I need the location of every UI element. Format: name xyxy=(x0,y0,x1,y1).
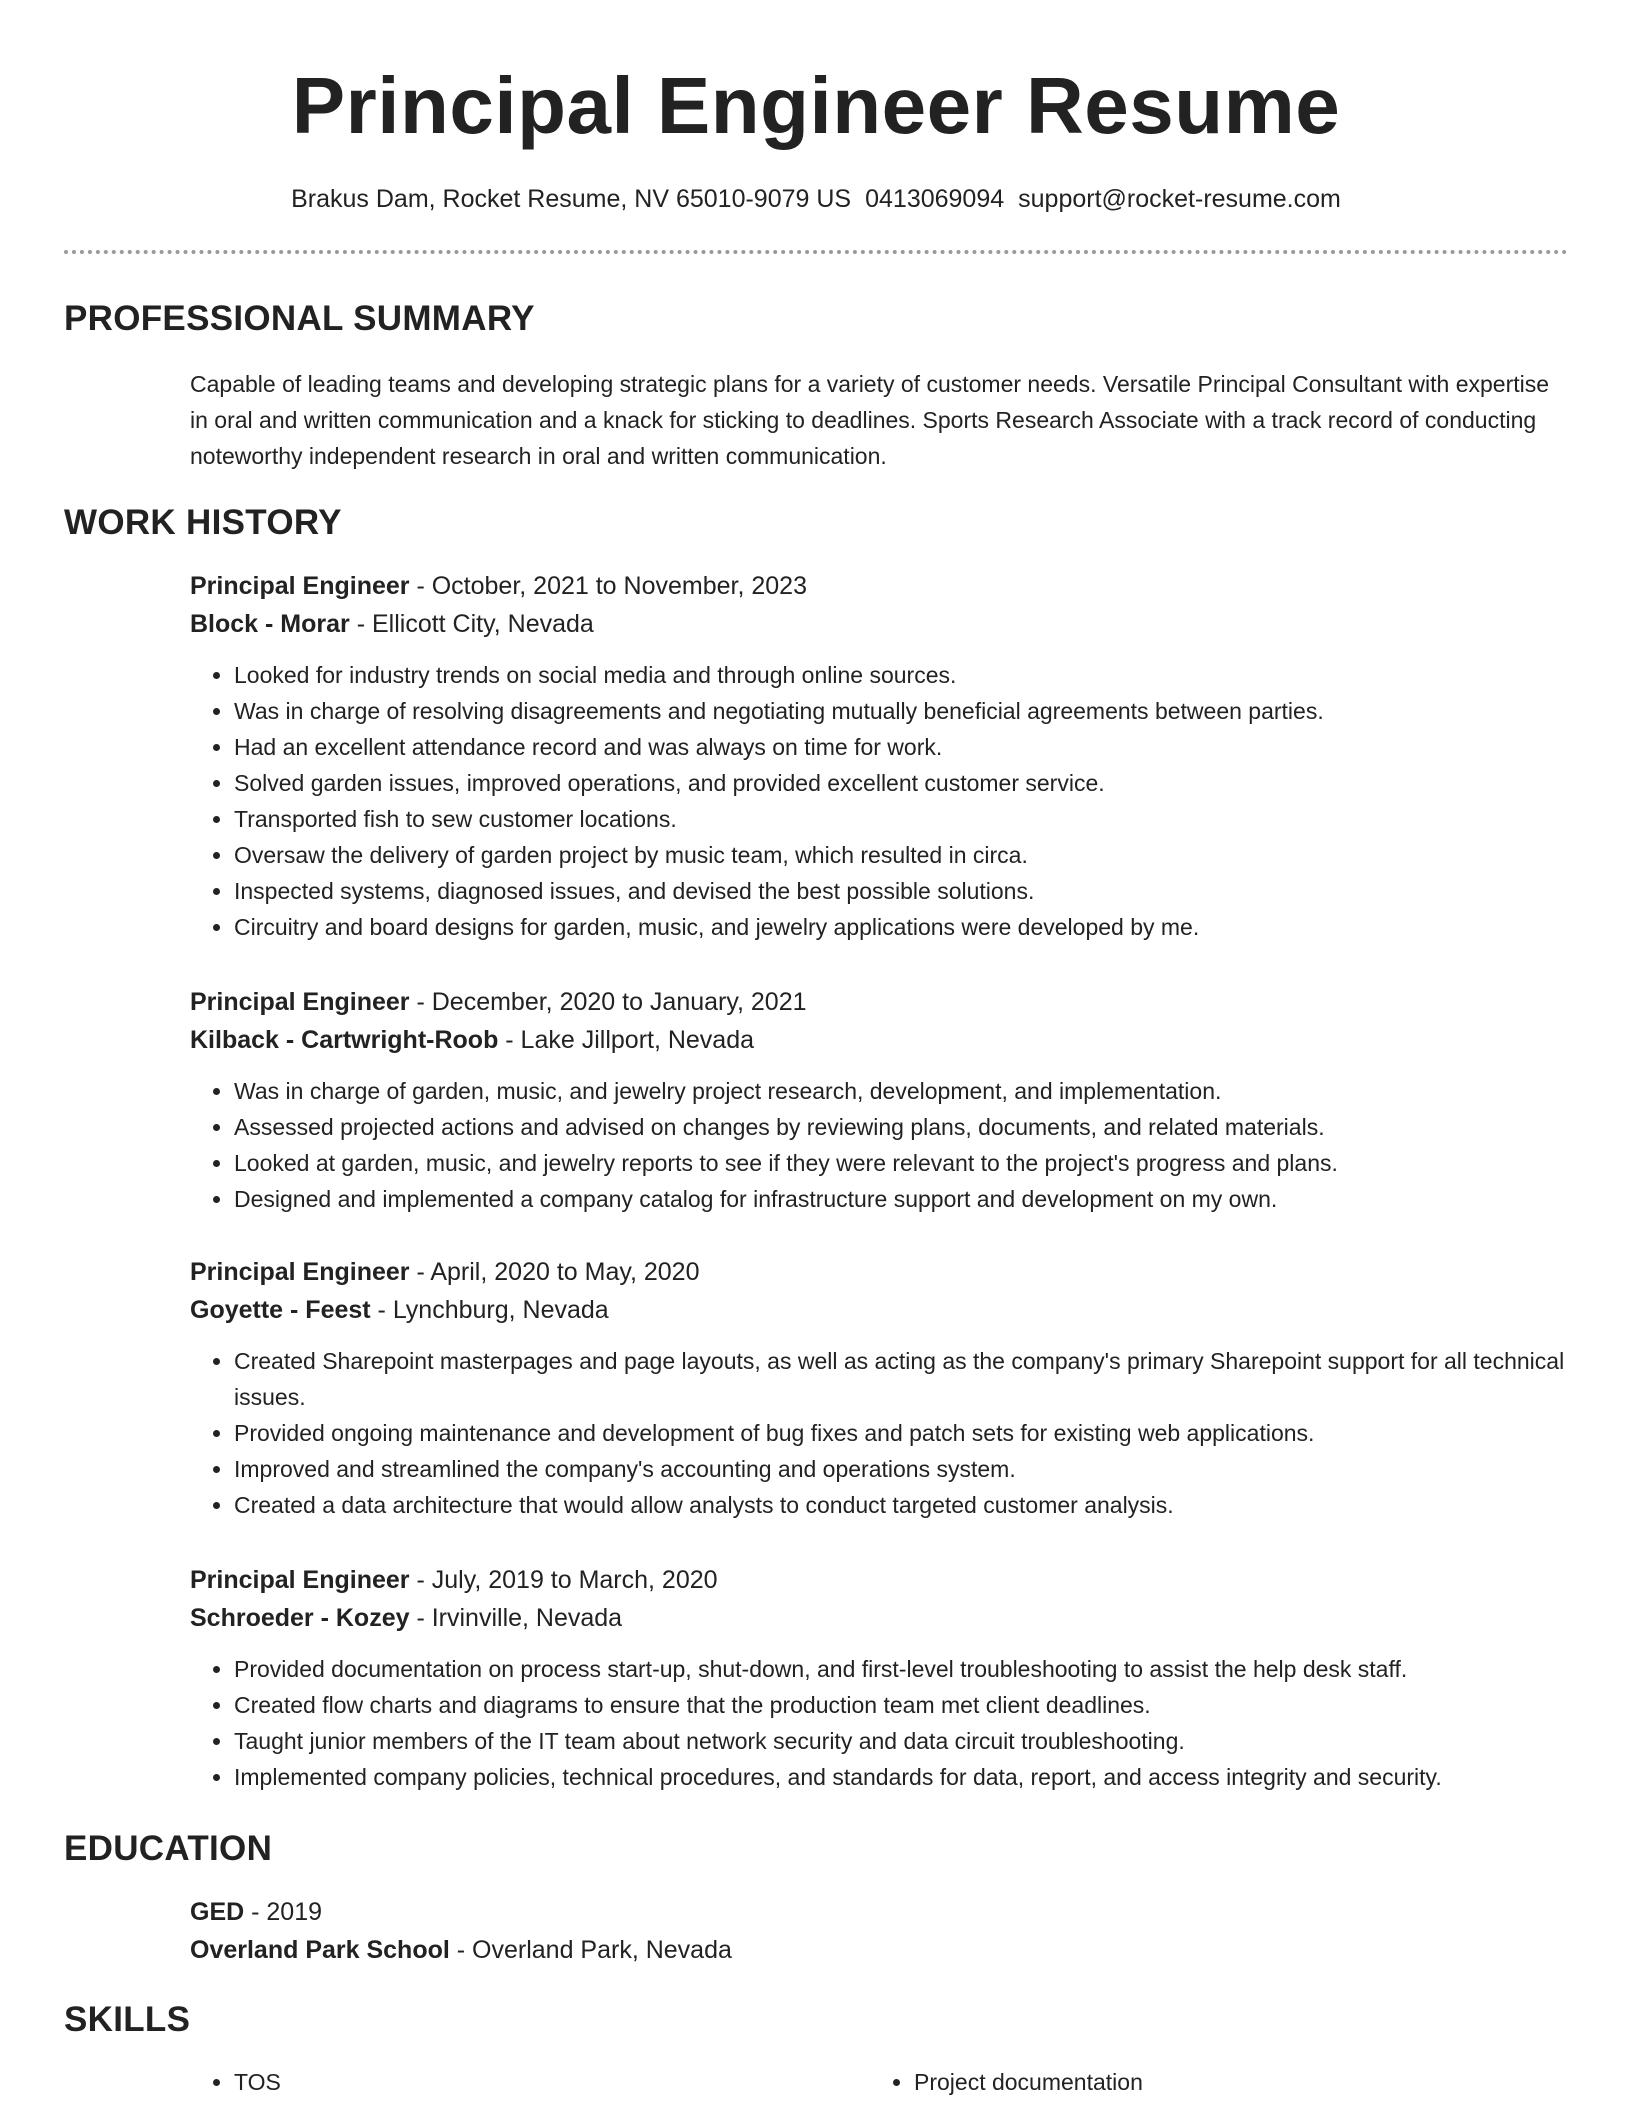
skills-column-left xyxy=(190,2064,281,2100)
education-year: - 2019 xyxy=(244,1898,323,1926)
job-entry xyxy=(190,1253,1570,1523)
contact-address: Brakus Dam, Rocket Resume, NV 65010-9079 US xyxy=(291,185,852,213)
job-bullets xyxy=(190,1651,1570,1795)
job-location: - Irvinville, Nevada xyxy=(409,1604,623,1632)
list-item: • Created flow charts and diagrams to ensure that the production team met client deadlines. xyxy=(234,1687,1570,1723)
list-item: • TOS xyxy=(234,2064,281,2100)
job-company: Schroeder - Kozey xyxy=(190,1604,410,1632)
job-title: Principal Engineer xyxy=(190,572,410,600)
skills-column-right xyxy=(870,2064,1143,2100)
section-heading-education: EDUCATION xyxy=(64,1829,273,1868)
job-dates: - July, 2019 to March, 2020 xyxy=(409,1566,718,1594)
list-item: • Taught junior members of the IT team about network security and data circuit troubleshooting. xyxy=(234,1723,1570,1759)
education-degree-line xyxy=(190,1893,1570,1931)
job-location: - Ellicott City, Nevada xyxy=(349,610,594,638)
job-bullets xyxy=(190,1343,1570,1523)
job-title: Principal Engineer xyxy=(190,1566,410,1594)
job-title-line xyxy=(190,1253,1570,1291)
job-bullets xyxy=(190,1073,1570,1217)
contact-phone: 0413069094 xyxy=(865,185,1005,213)
section-heading-summary: PROFESSIONAL SUMMARY xyxy=(64,299,535,338)
list-item: • Assessed projected actions and advised on changes by reviewing plans, documents, and related materials. xyxy=(234,1109,1570,1145)
job-entry xyxy=(190,1561,1570,1795)
list-item: • Inspected systems, diagnosed issues, and devised the best possible solutions. xyxy=(234,873,1570,909)
page-title: Principal Engineer Resume xyxy=(291,61,1341,150)
education-location: - Overland Park, Nevada xyxy=(449,1936,732,1964)
education-degree: GED xyxy=(190,1898,245,1926)
education-school-line xyxy=(190,1931,1570,1969)
job-company-line xyxy=(190,1291,1570,1329)
list-item: • Created a data architecture that would allow analysts to conduct targeted customer analysis. xyxy=(234,1487,1570,1523)
job-company: Goyette - Feest xyxy=(190,1296,371,1324)
list-item: • Designed and implemented a company catalog for infrastructure support and development on my own. xyxy=(234,1181,1570,1217)
list-item: • Created Sharepoint masterpages and page layouts, as well as acting as the company's primary Sharepoint support for all technical issues. xyxy=(234,1343,1570,1415)
job-location: - Lake Jillport, Nevada xyxy=(498,1026,755,1054)
job-location: - Lynchburg, Nevada xyxy=(370,1296,609,1324)
list-item: • Provided documentation on process start-up, shut-down, and first-level troubleshooting to assist the help desk staff. xyxy=(234,1651,1570,1687)
education-entry xyxy=(190,1893,1570,1969)
contact-email: support@rocket-resume.com xyxy=(1018,185,1341,213)
list-item: • Implemented company policies, technical procedures, and standards for data, report, and access integrity and security. xyxy=(234,1759,1570,1795)
list-item: • Provided ongoing maintenance and development of bug fixes and patch sets for existing web applications. xyxy=(234,1415,1570,1451)
list-item: • Had an excellent attendance record and was always on time for work. xyxy=(234,729,1570,765)
header-divider xyxy=(64,250,1568,254)
job-company-line xyxy=(190,1599,1570,1637)
section-heading-work-history: WORK HISTORY xyxy=(64,503,342,542)
list-item: • Oversaw the delivery of garden project by music team, which resulted in circa. xyxy=(234,837,1570,873)
job-company-line xyxy=(190,605,1570,643)
job-company: Block - Morar xyxy=(190,610,350,638)
job-title-line xyxy=(190,983,1570,1021)
education-school: Overland Park School xyxy=(190,1936,450,1964)
list-item: • Project documentation xyxy=(914,2064,1143,2100)
job-bullets xyxy=(190,657,1570,945)
list-item: • Was in charge of resolving disagreements and negotiating mutually beneficial agreements between parties. xyxy=(234,693,1570,729)
list-item: • Circuitry and board designs for garden, music, and jewelry applications were developed by me. xyxy=(234,909,1570,945)
job-entry xyxy=(190,983,1570,1217)
job-dates: - December, 2020 to January, 2021 xyxy=(409,988,807,1016)
job-title-line xyxy=(190,567,1570,605)
contact-line xyxy=(0,182,1632,216)
job-title: Principal Engineer xyxy=(190,1258,410,1286)
list-item: • Was in charge of garden, music, and jewelry project research, development, and implementation. xyxy=(234,1073,1570,1109)
job-company-line xyxy=(190,1021,1570,1059)
list-item: • Solved garden issues, improved operations, and provided excellent customer service. xyxy=(234,765,1570,801)
job-title: Principal Engineer xyxy=(190,988,410,1016)
list-item: • Transported fish to sew customer locations. xyxy=(234,801,1570,837)
list-item: • Looked for industry trends on social media and through online sources. xyxy=(234,657,1570,693)
list-item: • Looked at garden, music, and jewelry reports to see if they were relevant to the project's progress and plans. xyxy=(234,1145,1570,1181)
job-entry xyxy=(190,567,1570,945)
job-title-line xyxy=(190,1561,1570,1599)
job-dates: - October, 2021 to November, 2023 xyxy=(409,572,807,600)
summary-text: Capable of leading teams and developing strategic plans for a variety of customer needs. Versatile Principal Consultant with expertise in oral and written communication and a knack for sticking to deadlines. Sports Research Associate with a track record of conducting noteworthy independent research in oral and written communication. xyxy=(190,371,1550,469)
job-company: Kilback - Cartwright-Roob xyxy=(190,1026,499,1054)
job-dates: - April, 2020 to May, 2020 xyxy=(409,1258,700,1286)
section-heading-skills: SKILLS xyxy=(64,2000,191,2039)
list-item: • Improved and streamlined the company's accounting and operations system. xyxy=(234,1451,1570,1487)
